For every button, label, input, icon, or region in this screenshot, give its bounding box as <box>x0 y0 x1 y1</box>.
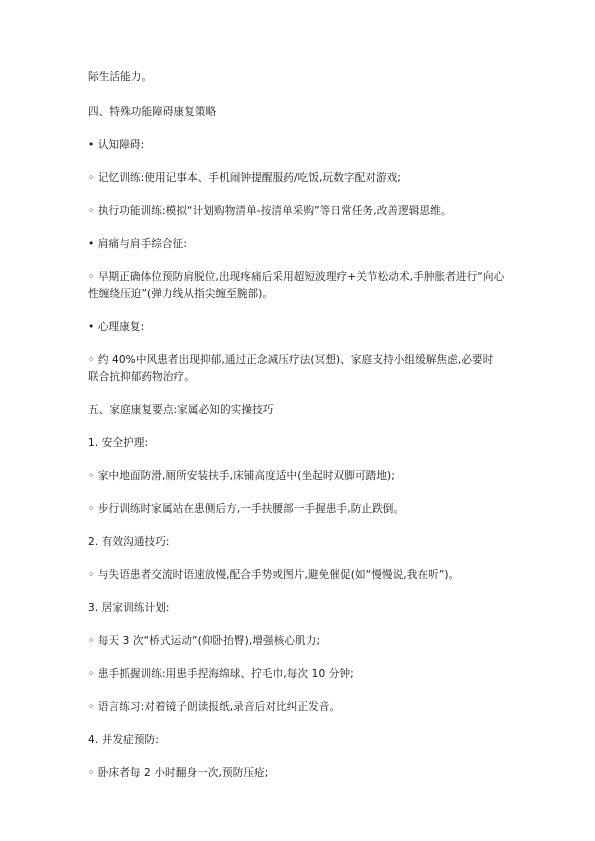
bullet-shoulder: • 肩痛与肩手综合征: <box>88 238 188 250</box>
sub-item-training-2: ◦ 患手抓握训练:用患手捏海绵球、拧毛巾,每次 10 分钟; <box>88 668 354 680</box>
sub-item-executive: ◦ 执行功能训练:模拟“计划购物清单-按清单采购”等日常任务,改善逻辑思维。 <box>88 205 452 217</box>
sub-item-memory: ◦ 记忆训练:使用记事本、手机闹钟提醒服药/吃饭,玩数字配对游戏; <box>88 172 402 184</box>
bullet-psychological: • 心理康复: <box>88 321 145 333</box>
sub-item-shoulder-2: 性缠绕压迫”(弹力线从指尖缠至腕部)。 <box>88 288 274 300</box>
paragraph-continuation: 际生活能力。 <box>88 71 153 83</box>
numbered-item-2: 2. 有效沟通技巧: <box>88 536 170 548</box>
numbered-item-1: 1. 安全护理: <box>88 437 149 449</box>
sub-item-training-1: ◦ 每天 3 次“桥式运动”(仰卧抬臀),增强核心肌力; <box>88 635 321 647</box>
sub-item-training-3: ◦ 语言练习:对着镜子朗读报纸,录音后对比纠正发音。 <box>88 701 341 713</box>
sub-item-psych-1: ◦ 约 40%中风患者出现抑郁,通过正念减压疗法(冥想)、家庭支持小组缓解焦虑,必要时 <box>88 354 494 366</box>
bullet-cognitive: • 认知障碍: <box>88 139 145 151</box>
sub-item-psych-2: 联合抗抑郁药物治疗。 <box>88 371 195 383</box>
sub-item-safety-2: ◦ 步行训练时家属站在患侧后方,一手扶腰部一手握患手,防止跌倒。 <box>88 503 405 515</box>
sub-item-communication: ◦ 与失语患者交流时语速放慢,配合手势或图片,避免催促(如“慢慢说,我在听”)。 <box>88 569 460 581</box>
numbered-item-3: 3. 居家训练计划: <box>88 602 170 614</box>
sub-item-shoulder-1: ◦ 早期正确体位预防肩脱位,出现疼痛后采用超短波理疗+关节松动术,手肿胀者进行“向心 <box>88 271 505 283</box>
numbered-item-4: 4. 并发症预防: <box>88 734 159 746</box>
sub-item-safety-1: ◦ 家中地面防滑,厕所安装扶手,床铺高度适中(坐起时双脚可踏地); <box>88 470 395 482</box>
section-heading-5: 五、家庭康复要点:家属必知的实操技巧 <box>88 404 274 416</box>
section-heading-4: 四、特殊功能障碍康复策略 <box>88 106 217 118</box>
sub-item-prevention-1: ◦ 卧床者每 2 小时翻身一次,预防压疮; <box>88 767 269 779</box>
